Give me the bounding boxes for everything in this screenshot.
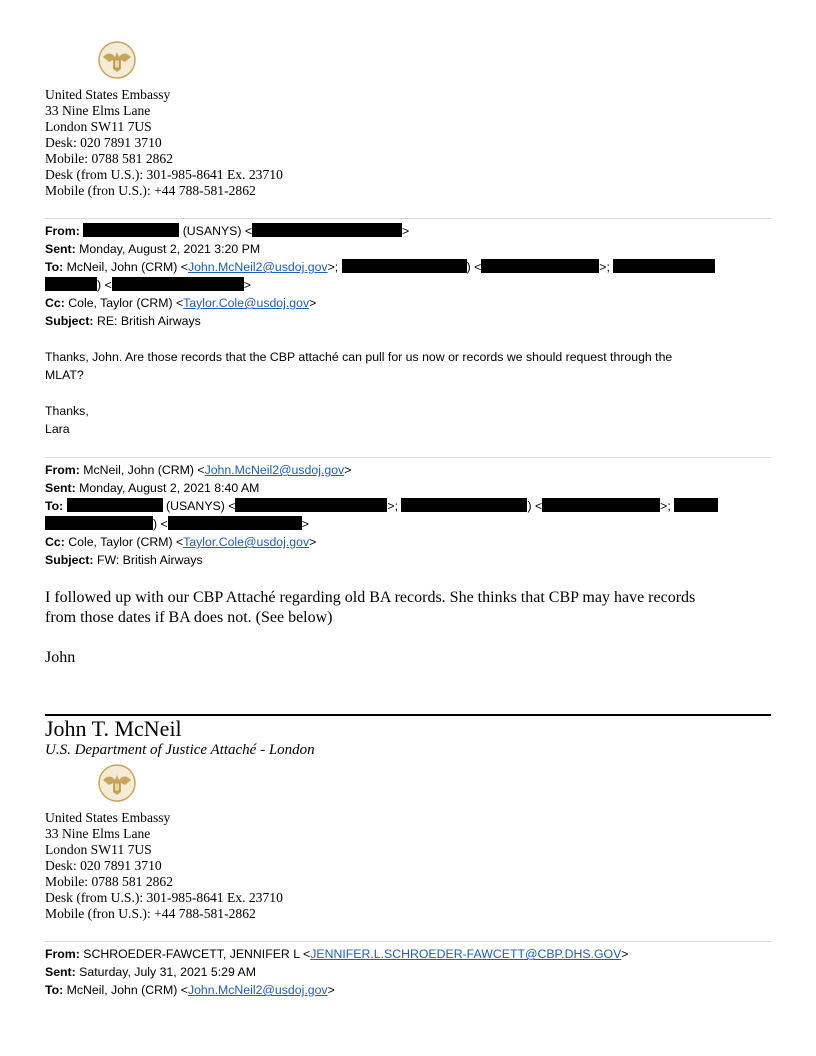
sent-label: Sent: xyxy=(45,965,76,979)
to-separator: >; xyxy=(599,260,614,274)
email-header xyxy=(45,945,628,999)
cc-row xyxy=(45,294,715,312)
to-separator: >; xyxy=(387,499,402,513)
subject-value: FW: British Airways xyxy=(96,553,203,567)
from-org: (USANYS) < xyxy=(182,224,253,238)
sent-value: Monday, August 2, 2021 8:40 AM xyxy=(79,481,260,495)
sent-label: Sent: xyxy=(45,242,76,256)
address-line: Mobile (fron U.S.): +44 788-581-2862 xyxy=(45,183,256,198)
from-label: From: xyxy=(45,463,80,477)
redaction-block xyxy=(83,223,179,237)
to-separator: >; xyxy=(327,260,342,274)
address-line: 33 Nine Elms Lane xyxy=(45,826,151,841)
to-separator: ) < xyxy=(97,278,112,292)
from-row xyxy=(45,222,715,240)
embassy-address xyxy=(45,87,283,199)
redaction-block xyxy=(235,498,387,512)
body-line: Thanks, John. Are those records that the CBP attaché can pull for us now or records we should request through the xyxy=(45,350,673,364)
header-divider xyxy=(45,218,771,219)
body-line: I followed up with our CBP Attaché regarding old BA records. She thinks that CBP may have records xyxy=(45,589,696,606)
to-name: McNeil, John (CRM) < xyxy=(66,983,188,997)
redaction-block xyxy=(168,516,302,530)
email-header xyxy=(45,222,715,330)
redaction-block xyxy=(542,498,660,512)
to-label: To: xyxy=(45,499,64,513)
to-close: > xyxy=(327,983,335,997)
email-closing xyxy=(45,402,89,438)
signature-title: U.S. Department of Justice Attaché - London xyxy=(45,742,315,758)
cc-label: Cc: xyxy=(45,535,65,549)
cc-close: > xyxy=(309,296,317,310)
from-email-link[interactable]: John.McNeil2@usdoj.gov xyxy=(204,463,345,477)
subject-value: RE: British Airways xyxy=(96,314,201,328)
cc-email-link[interactable]: Taylor.Cole@usdoj.gov xyxy=(183,535,310,549)
to-row-continued xyxy=(45,515,718,533)
redaction-block xyxy=(45,277,97,291)
to-label: To: xyxy=(45,983,64,997)
redaction-block xyxy=(342,259,467,273)
header-divider xyxy=(45,941,771,942)
cc-row xyxy=(45,533,718,551)
cc-close: > xyxy=(309,535,317,549)
body-line: from those dates if BA does not. (See below) xyxy=(45,609,333,626)
redaction-block xyxy=(112,277,244,291)
redaction-block xyxy=(674,498,718,512)
sender-signoff: Lara xyxy=(45,422,70,436)
sent-row xyxy=(45,479,718,497)
address-line: Mobile: 0788 581 2862 xyxy=(45,151,174,166)
address-line: Desk: 020 7891 3710 xyxy=(45,858,162,873)
sent-row xyxy=(45,240,715,258)
to-name: McNeil, John (CRM) < xyxy=(66,260,188,274)
sender-signoff: John xyxy=(45,649,76,666)
sent-value: Monday, August 2, 2021 3:20 PM xyxy=(79,242,261,256)
to-row xyxy=(45,497,718,515)
redaction-block xyxy=(45,516,153,530)
closing-line: Thanks, xyxy=(45,404,89,418)
address-line: London SW11 7US xyxy=(45,119,152,134)
address-line: Desk (from U.S.): 301-985-8641 Ex. 23710 xyxy=(45,167,283,182)
address-line: Mobile (fron U.S.): +44 788-581-2862 xyxy=(45,906,256,921)
subject-label: Subject: xyxy=(45,553,94,567)
cc-name: Cole, Taylor (CRM) < xyxy=(68,535,184,549)
to-org: (USANYS) < xyxy=(162,499,236,513)
embassy-seal-icon xyxy=(97,40,137,80)
from-name: SCHROEDER-FAWCETT, JENNIFER L < xyxy=(83,947,311,961)
address-line: 33 Nine Elms Lane xyxy=(45,103,151,118)
from-close: > xyxy=(621,947,629,961)
address-line: United States Embassy xyxy=(45,87,171,102)
sent-value: Saturday, July 31, 2021 5:29 AM xyxy=(79,965,256,979)
subject-label: Subject: xyxy=(45,314,94,328)
from-label: From: xyxy=(45,947,80,961)
to-separator: ) < xyxy=(527,499,543,513)
from-close: > xyxy=(344,463,352,477)
from-close: > xyxy=(402,224,410,238)
embassy-address xyxy=(45,810,283,922)
email-header xyxy=(45,461,718,569)
cc-name: Cole, Taylor (CRM) < xyxy=(68,296,184,310)
signature-name: John T. McNeil xyxy=(45,716,182,741)
subject-row xyxy=(45,312,715,330)
to-email-link[interactable]: John.McNeil2@usdoj.gov xyxy=(187,983,328,997)
from-email-link[interactable]: JENNIFER.L.SCHROEDER-FAWCETT@CBP.DHS.GOV xyxy=(310,947,622,961)
to-separator: > xyxy=(301,517,309,531)
address-line: United States Embassy xyxy=(45,810,171,825)
address-line: London SW11 7US xyxy=(45,842,152,857)
body-line: MLAT? xyxy=(45,368,84,382)
to-row xyxy=(45,981,628,999)
redaction-block xyxy=(67,498,163,512)
redaction-block xyxy=(252,223,402,237)
address-line: Mobile: 0788 581 2862 xyxy=(45,874,174,889)
to-row xyxy=(45,258,715,276)
from-name: McNeil, John (CRM) < xyxy=(83,463,205,477)
subject-row xyxy=(45,551,718,569)
sent-row xyxy=(45,963,628,981)
cc-label: Cc: xyxy=(45,296,65,310)
from-label: From: xyxy=(45,224,80,238)
header-divider xyxy=(45,457,771,458)
to-row-continued xyxy=(45,276,715,294)
to-separator: ) < xyxy=(466,260,482,274)
redaction-block xyxy=(481,259,599,273)
to-email-link[interactable]: John.McNeil2@usdoj.gov xyxy=(187,260,328,274)
from-row xyxy=(45,945,628,963)
to-separator: ) < xyxy=(153,517,168,531)
redaction-block xyxy=(613,259,715,273)
address-line: Desk (from U.S.): 301-985-8641 Ex. 23710 xyxy=(45,890,283,905)
to-separator: > xyxy=(243,278,251,292)
from-row xyxy=(45,461,718,479)
address-line: Desk: 020 7891 3710 xyxy=(45,135,162,150)
embassy-seal-icon xyxy=(97,763,137,803)
to-separator: >; xyxy=(660,499,675,513)
redaction-block xyxy=(401,498,527,512)
to-label: To: xyxy=(45,260,64,274)
email-body xyxy=(45,588,695,628)
email-body xyxy=(45,348,672,384)
sent-label: Sent: xyxy=(45,481,76,495)
cc-email-link[interactable]: Taylor.Cole@usdoj.gov xyxy=(183,296,310,310)
